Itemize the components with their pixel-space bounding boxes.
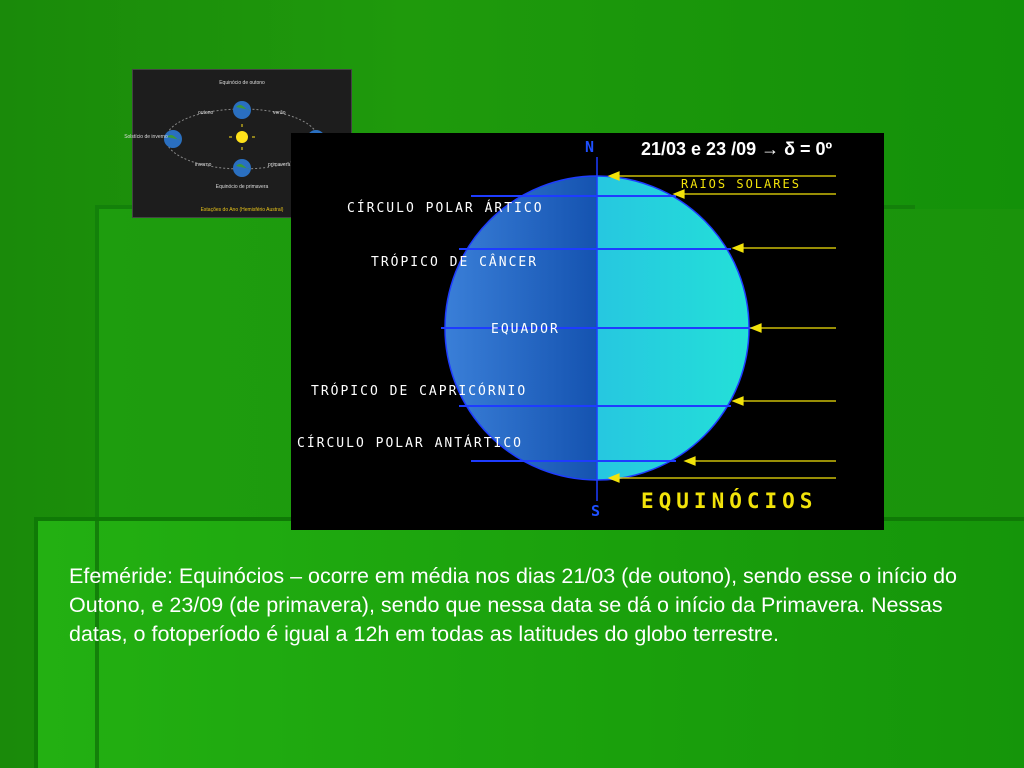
declination-label: 21/03 e 23 /09 → δ = 0º <box>641 139 833 159</box>
decorative-line <box>34 517 38 768</box>
thumb-arc-label: verão <box>273 110 286 116</box>
equator-label: EQUADOR <box>491 322 560 337</box>
thumb-left-label: Solstício de inverno <box>124 134 168 140</box>
equinox-title: EQUINÓCIOS <box>641 489 818 513</box>
decorative-line <box>95 205 99 768</box>
south-pole-label: S <box>591 502 601 520</box>
antarctic-circle-label: CÍRCULO POLAR ANTÁRTICO <box>297 436 524 451</box>
equinox-diagram <box>291 133 884 530</box>
arctic-circle-label: CÍRCULO POLAR ÁRTICO <box>347 201 544 216</box>
north-pole-label: N <box>585 138 595 156</box>
capricorn-label: TRÓPICO DE CAPRICÓRNIO <box>311 384 528 399</box>
thumb-arc-label: inverno <box>195 162 212 168</box>
thumb-caption: Estações do Ano (Hemisfério Austral) <box>200 207 284 213</box>
sun-rays-label: RAIOS SOLARES <box>681 177 801 191</box>
thumb-arc-label: outono <box>198 110 214 116</box>
body-paragraph: Efeméride: Equinócios – ocorre em média nos dias 21/03 (de outono), sendo esse o início do Outono, e 23/09 (de primavera), sendo que nessa data se dá o início da Primavera. Nessas datas, o fotoperíodo é igual a 12h em todas as latitudes do globo terrestre. <box>69 564 957 646</box>
cancer-label: TRÓPICO DE CÂNCER <box>371 255 539 270</box>
thumb-bottom-label: Equinócio de primavera <box>215 184 269 190</box>
thumb-arc-label: primavera <box>268 162 291 168</box>
sun-icon <box>236 131 248 143</box>
thumb-top-label: Equinócio de outono <box>219 80 265 86</box>
